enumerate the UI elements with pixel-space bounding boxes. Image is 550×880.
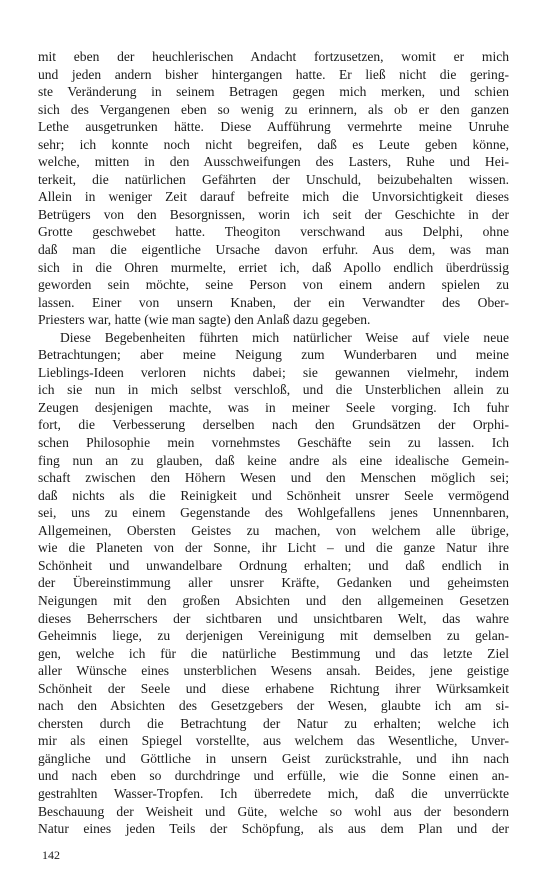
text-line: geworden sein möchte, seine Person von einem andern spielen zu xyxy=(38,277,509,293)
text-line: der Übereinstimmung aller unsrer Kräfte, Gedanken und geheimsten xyxy=(38,575,509,591)
text-line: schaft zwischen den Höhern Wesen und den Menschen möglich sei; xyxy=(38,470,509,486)
text-line: ste Veränderung in seinem Betragen gegen mich merken, und schien xyxy=(38,84,509,100)
text-line: Allein in weniger Zeit darauf befreite mich die Unvorsichtigkeit dieses xyxy=(38,189,509,205)
paragraph-2 xyxy=(38,329,509,838)
text-line: Schönheit der Seele und diese erhabene Richtung ihrer Würksamkeit xyxy=(38,680,509,696)
text-line: Neigungen mit den großen Absichten und den allgemeinen Gesetzen xyxy=(38,592,509,608)
text-line: Zeugen desjenigen machte, was in meiner Seele vorging. Ich fuhr xyxy=(38,399,509,415)
text-line: nach den Absichten des Gesetzgebers der Wesen, glaubte ich am si- xyxy=(38,698,509,714)
text-line: Lethe ausgetrunken hätte. Diese Aufführung vermehrte meine Unruhe xyxy=(38,119,509,135)
text-line: daß man die eigentliche Ursache davon erfuhr. Aus dem, was man xyxy=(38,242,509,258)
text-line: ich sie nun in mich selbst verschloß, und die Unsterblichen allein zu xyxy=(38,382,509,398)
text-line: terkeit, die natürlichen Gefährten der Unschuld, beizubehalten wissen. xyxy=(38,171,509,187)
text-line: gen, welche ich für die natürliche Bestimmung und das letzte Ziel xyxy=(38,645,509,661)
text-line: Geheimnis liege, zu derjenigen Vereinigung mit demselben zu gelan- xyxy=(38,628,509,644)
text-line: sich in die Ohren murmelte, erriet ich, daß Apollo endlich überdrüssig xyxy=(38,259,509,275)
text-line: und jeden andern bisher hintergangen hatte. Er ließ nicht die gering- xyxy=(38,66,509,82)
text-line: Priesters war, hatte (wie man sagte) den Anlaß dazu gegeben. xyxy=(38,312,371,328)
text-line: gestrahlten Wasser-Tropfen. Ich überredete mich, daß die unverrückte xyxy=(38,785,509,801)
text-line: sehr; ich konnte noch nicht begreifen, daß es Leute geben könne, xyxy=(38,136,509,152)
text-line: sei, uns zu einem Gegenstande des Wohlgefallens jenes Unnennbaren, xyxy=(38,505,509,521)
text-line: mit eben der heuchlerischen Andacht fortzusetzen, womit er mich xyxy=(38,49,509,64)
text-line: Schönheit und unwandelbare Ordnung erhalten; und daß endlich in xyxy=(38,557,509,573)
text-line: fort, die Verbesserung derselben nach den Grundsätzen der Orphi- xyxy=(38,417,509,433)
text-line: Betrachtungen; aber meine Neigung zum Wunderbaren und meine xyxy=(38,347,509,363)
page-number: 142 xyxy=(42,848,60,862)
text-line: Natur eines jeden Teils der Schöpfung, als aus dem Plan und der xyxy=(38,821,509,837)
text-line: sich des Vergangenen eben so wenig zu erinnern, als ob er den ganzen xyxy=(38,101,509,117)
text-line: welche, mitten in den Ausschweifungen des Lasters, Ruhe und Hei- xyxy=(38,154,509,170)
text-line: gängliche und Göttliche in unsern Geist zurückstrahle, und ihn nach xyxy=(38,750,509,766)
text-line: dieses Beherrschers der sichtbaren und unsichtbaren Welt, das wahre xyxy=(38,610,509,626)
text-line: Lieblings-Ideen verloren nichts dabei; sie gewannen vielmehr, indem xyxy=(38,364,509,380)
text-line: lassen. Einer von unsern Knaben, der ein Verwandter des Ober- xyxy=(38,294,509,310)
text-line: Betrügers von den Besorgnissen, worin ich seit der Geschichte in der xyxy=(38,206,509,222)
text-line: daß nichts als die Reinigkeit und Schönheit unsrer Seele vermögend xyxy=(38,487,509,503)
text-line: Beschauung der Weisheit und Güte, welche so wohl aus der besondern xyxy=(38,803,509,819)
text-line: Grotte geschwebet hatte. Theogiton verschwand aus Delphi, ohne xyxy=(38,224,509,240)
text-line: fing nun an zu glauben, daß keine andre als eine idealische Gemein- xyxy=(38,452,509,468)
text-line: chersten durch die Betrachtung der Natur zu erhalten; welche ich xyxy=(38,715,509,731)
text-line: Diese Begebenheiten führten mich natürlicher Weise auf viele neue xyxy=(60,329,509,345)
paragraph-1 xyxy=(38,48,509,329)
text-line: wie die Planeten von der Sonne, ihr Licht – und die ganze Natur ihre xyxy=(38,540,509,556)
text-line: aller Wünsche eines unsterblichen Wesens ansah. Beides, jene geistige xyxy=(38,663,509,679)
text-line: und nach eben so durchdringe und erfülle, wie die Sonne einen an- xyxy=(38,768,509,784)
text-line: mir als einen Spiegel vorstellte, aus welchem das Wesentliche, Unver- xyxy=(38,733,509,749)
text-line: Allgemeinen, Obersten Geistes zu machen, von welchem alle übrige, xyxy=(38,522,509,538)
page-body xyxy=(38,48,509,838)
text-line: schen Philosophie mein vornehmstes Geschäfte sein zu lassen. Ich xyxy=(38,435,509,451)
